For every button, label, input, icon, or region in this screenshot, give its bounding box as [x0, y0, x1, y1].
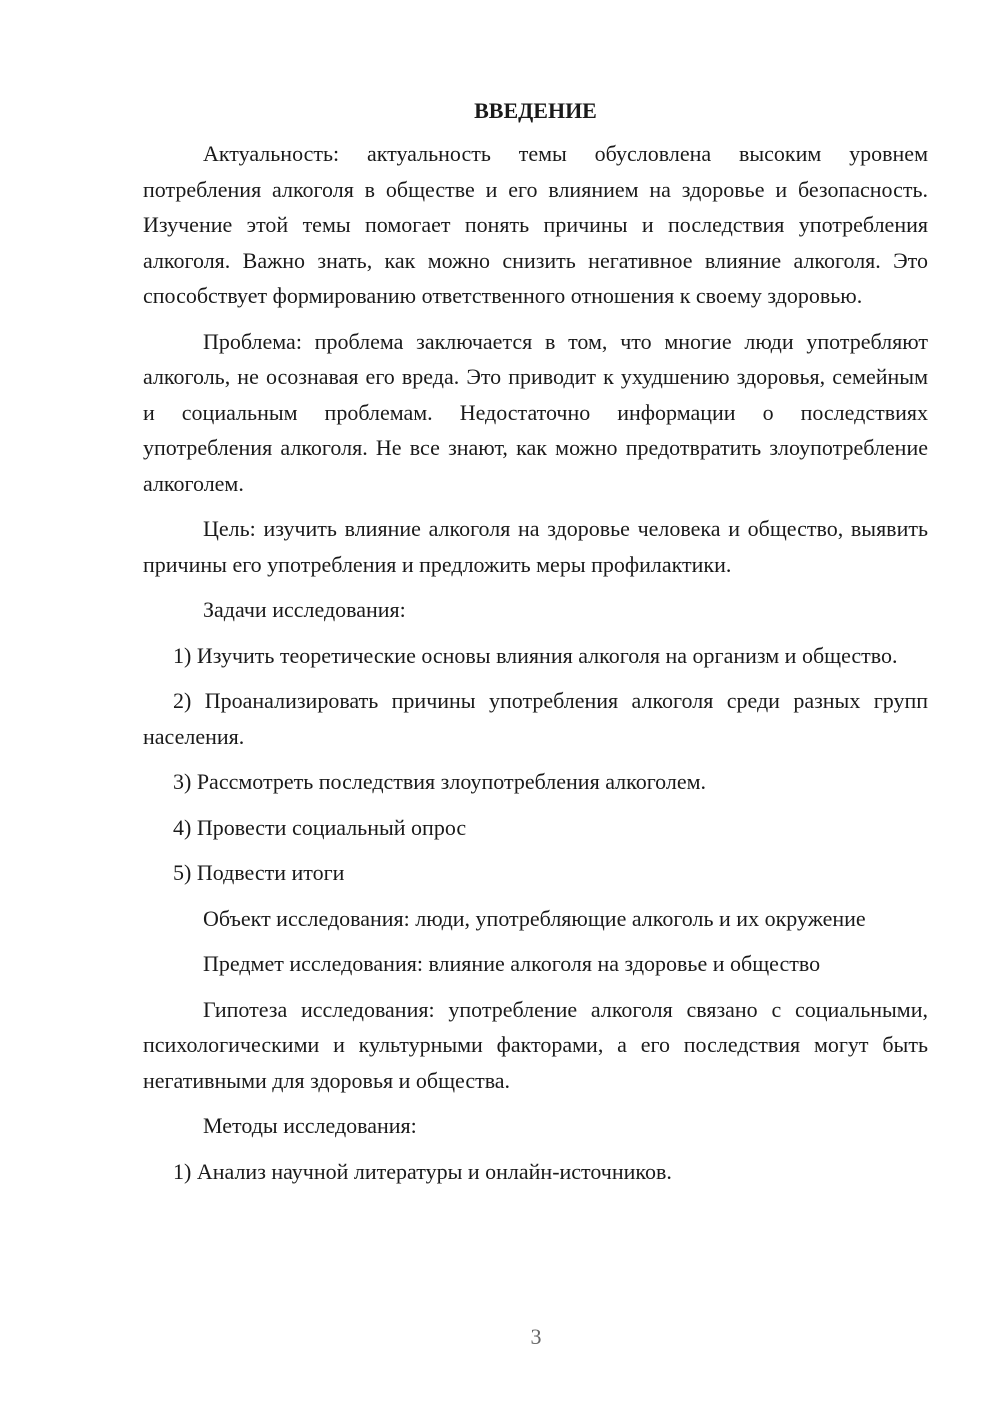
relevance-paragraph: Актуальность: актуальность темы обусловлена высоким уровнем потребления алкоголя в обществе и его влиянием на здоровье и безопасность. Изучение этой темы помогает понять причины и последствия употребления алкоголя. Важно знать, как можно снизить негативное влияние алкоголя. Это способствует формированию ответственного отношения к своему здоровью.	[143, 141, 928, 308]
section-heading: ВВЕДЕНИЕ	[474, 98, 597, 123]
methods-heading: Методы исследования:	[203, 1113, 417, 1138]
page-number: 3	[530, 1324, 542, 1349]
task-item-2: 2) Проанализировать причины употребления алкоголя среди разных групп населения.	[143, 688, 928, 749]
task-item-3: 3) Рассмотреть последствия злоупотребления алкоголем.	[173, 769, 707, 794]
object-paragraph: Объект исследования: люди, употребляющие алкоголь и их окружение	[203, 905, 866, 931]
document-page	[143, 96, 928, 1199]
task-item-1: 1) Изучить теоретические основы влияния алкоголя на организм и общество.	[173, 642, 898, 668]
goal-paragraph: Цель: изучить влияние алкоголя на здоровье человека и общество, выявить причины его употребления и предложить меры профилактики.	[143, 516, 928, 577]
subject-paragraph: Предмет исследования: влияние алкоголя на здоровье и общество	[203, 951, 821, 976]
task-item-5: 5) Подвести итоги	[173, 860, 345, 885]
problem-paragraph: Проблема: проблема заключается в том, что многие люди употребляют алкоголь, не осознавая его вреда. Это приводит к ухудшению здоровья, семейным и социальным проблемам. Недостаточно информации о последствиях употребления алкоголя. Не все знают, как можно предотвратить злоупотребление алкоголем.	[143, 328, 928, 496]
tasks-heading: Задачи исследования:	[203, 597, 406, 622]
hypothesis-paragraph: Гипотеза исследования: употребление алкоголя связано с социальными, психологическими и культурными факторами, а его последствия могут быть негативными для здоровья и общества.	[143, 996, 928, 1093]
task-item-4: 4) Провести социальный опрос	[173, 814, 467, 840]
method-item-1: 1) Анализ научной литературы и онлайн-источников.	[173, 1158, 672, 1184]
